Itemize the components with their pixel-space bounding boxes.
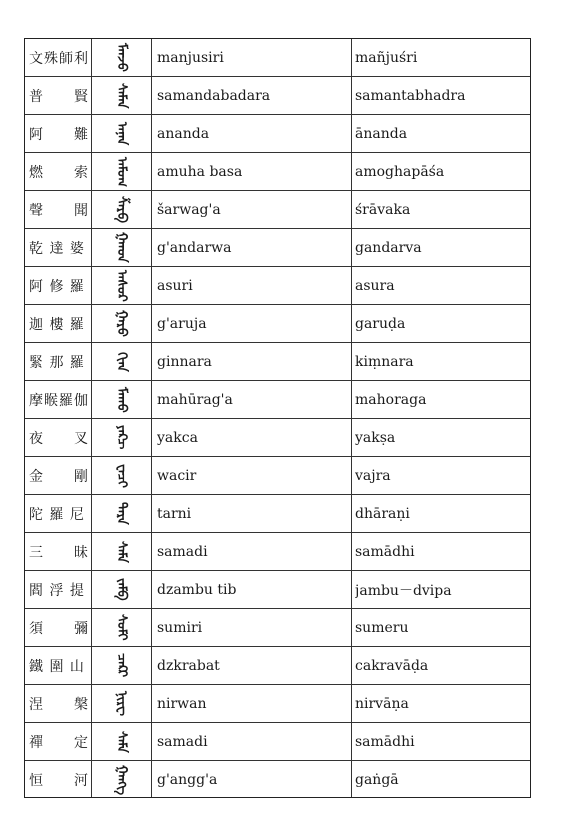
table-row xyxy=(25,343,530,381)
table-row xyxy=(25,115,530,153)
sanskrit-term: dhāraṇi xyxy=(355,505,410,522)
mongolian-script-term xyxy=(91,457,151,494)
chinese-term: 乾 達 婆 xyxy=(29,240,85,257)
chinese-term: 閻 浮 提 xyxy=(29,582,85,599)
sanskrit-term: samādhi xyxy=(355,543,415,560)
sanskrit-term: mañjuśri xyxy=(355,49,418,66)
table-row xyxy=(25,229,530,267)
mongolian-script-text: ᠨᠢᠷᠸ xyxy=(114,691,129,716)
transliteration: yakca xyxy=(157,429,198,446)
transliteration: ananda xyxy=(157,125,210,142)
table-row xyxy=(25,381,530,419)
mongolian-script-text: ᠮᠠᠬᠤ xyxy=(114,386,129,413)
mongolian-script-text: ᠰᠠᠮᠠ xyxy=(114,540,129,563)
transliteration: asuri xyxy=(157,277,193,294)
mongolian-script-text: ᠭᠠᠩᠭ xyxy=(114,764,129,796)
mongolian-script-text: ᠭᠢᠨᠨ xyxy=(114,351,129,372)
sanskrit-term: śrāvaka xyxy=(355,201,411,218)
transliteration: amuha basa xyxy=(157,163,243,180)
table-row xyxy=(25,153,530,191)
mongolian-script-term xyxy=(91,723,151,760)
table-row xyxy=(25,761,530,799)
chinese-term: 阿 難 xyxy=(29,126,89,143)
transliteration: samadi xyxy=(157,733,208,750)
transliteration: nirwan xyxy=(157,695,207,712)
transliteration: ginnara xyxy=(157,353,212,370)
mongolian-script-text: ᠰᠠᠮᠠᠨ xyxy=(114,82,129,109)
chinese-term: 須 彌 xyxy=(29,620,89,637)
mongolian-script-term xyxy=(91,571,151,608)
chinese-term: 陀 羅 尼 xyxy=(29,506,85,523)
mongolian-script-text: ᠠᠮᠤᠬ xyxy=(114,156,129,187)
mongolian-script-text: ᠮᠠᠨᠵᠤ xyxy=(114,43,129,72)
chinese-term: 迦 樓 羅 xyxy=(29,316,85,333)
transliteration: mahūrag'a xyxy=(157,391,233,408)
glossary-table xyxy=(24,38,531,798)
sanskrit-term: garuḍa xyxy=(355,315,406,332)
table-row xyxy=(25,191,530,229)
chinese-term: 三 昧 xyxy=(29,544,89,561)
mongolian-script-term xyxy=(91,533,151,570)
mongolian-script-text: ᠭᠠᠨᠳ xyxy=(114,232,129,263)
mongolian-script-term xyxy=(91,229,151,266)
mongolian-script-text: ᠭᠠᠷᠤ xyxy=(114,310,129,337)
sanskrit-term: gaṅgā xyxy=(355,772,399,788)
chinese-term: 涅 槃 xyxy=(29,696,89,713)
table-row xyxy=(25,77,530,115)
sanskrit-term: sumeru xyxy=(355,619,409,636)
chinese-term: 文殊師利 xyxy=(29,50,89,67)
mongolian-script-term xyxy=(91,191,151,228)
table-row xyxy=(25,609,530,647)
sanskrit-term: amoghapāśa xyxy=(355,163,445,180)
sanskrit-term: samantabhadra xyxy=(355,87,466,104)
mongolian-script-text: ᠴᠠᠺᠷ xyxy=(114,653,129,678)
chinese-term: 聲 聞 xyxy=(29,202,89,219)
mongolian-script-term xyxy=(91,267,151,304)
table-row xyxy=(25,457,530,495)
transliteration: šarwag'a xyxy=(157,201,221,218)
table-row xyxy=(25,495,530,533)
chinese-term: 普 賢 xyxy=(29,88,89,105)
transliteration: manjusiri xyxy=(157,49,224,66)
transliteration: g'andarwa xyxy=(157,239,232,256)
mongolian-script-term xyxy=(91,77,151,114)
mongolian-script-term xyxy=(91,419,151,456)
transliteration: wacir xyxy=(157,467,197,484)
mongolian-script-text: ᠲᠠᠷᠨ xyxy=(114,502,129,525)
mongolian-script-text: ᠸᠠᠴᠢ xyxy=(114,463,129,488)
sanskrit-term: cakravāḍa xyxy=(355,657,429,674)
chinese-term: 緊 那 羅 xyxy=(29,354,85,371)
chinese-term: 燃 索 xyxy=(29,164,89,181)
sanskrit-term: ānanda xyxy=(355,125,408,142)
table-row xyxy=(25,267,530,305)
sanskrit-term: mahoraga xyxy=(355,391,427,408)
sanskrit-term: kiṃnara xyxy=(355,353,414,370)
table-row xyxy=(25,533,530,571)
transliteration: samandabadara xyxy=(157,87,271,104)
chinese-term: 金 剛 xyxy=(29,468,89,485)
mongolian-script-term xyxy=(91,39,151,76)
table-row xyxy=(25,647,530,685)
mongolian-script-term xyxy=(91,495,151,532)
sanskrit-term: yakṣa xyxy=(355,429,396,446)
chinese-term: 恒 河 xyxy=(29,773,89,789)
table-row xyxy=(25,723,530,761)
mongolian-script-term xyxy=(91,609,151,646)
mongolian-script-text: ᠶᠠᠺᠴ xyxy=(114,425,129,450)
transliteration: dzambu tib xyxy=(157,581,237,598)
transliteration: g'aruja xyxy=(157,315,207,332)
mongolian-script-term xyxy=(91,647,151,684)
transliteration: dzkrabat xyxy=(157,657,220,674)
sanskrit-term: vajra xyxy=(355,467,391,484)
mongolian-script-term xyxy=(91,305,151,342)
table-row xyxy=(25,305,530,343)
mongolian-script-text: ᠠᠨᠠᠨ xyxy=(114,121,129,146)
chinese-term: 夜 叉 xyxy=(29,430,89,447)
mongolian-script-text: ᠱᠠᠷᠪ xyxy=(114,196,129,223)
mongolian-script-text: ᠰᠤᠮᠢ xyxy=(114,614,129,641)
transliteration: sumiri xyxy=(157,619,203,636)
mongolian-script-text: ᠠᠰᠤᠷ xyxy=(114,269,129,302)
table-row xyxy=(25,419,530,457)
transliteration: samadi xyxy=(157,543,208,560)
transliteration: tarni xyxy=(157,505,192,522)
mongolian-script-text: ᠵᠠᠮᠪ xyxy=(114,578,129,601)
sanskrit-term: gandarva xyxy=(355,239,422,256)
chinese-term: 鐵 圍 山 xyxy=(29,658,85,675)
mongolian-script-term xyxy=(91,115,151,152)
mongolian-script-term xyxy=(91,685,151,722)
sanskrit-term: samādhi xyxy=(355,733,415,750)
chinese-term: 阿 修 羅 xyxy=(29,278,85,295)
sanskrit-term: jambu－dvipa xyxy=(355,582,452,599)
transliteration: g'angg'a xyxy=(157,772,218,788)
mongolian-script-text: ᠰᠠᠮᠠ xyxy=(114,730,129,753)
mongolian-script-term xyxy=(91,343,151,380)
table-row xyxy=(25,571,530,609)
sanskrit-term: asura xyxy=(355,277,395,294)
mongolian-script-term xyxy=(91,153,151,190)
mongolian-script-term xyxy=(91,761,151,799)
sanskrit-term: nirvāṇa xyxy=(355,695,409,712)
chinese-term: 禪 定 xyxy=(29,734,89,751)
mongolian-script-term xyxy=(91,381,151,418)
table-row xyxy=(25,39,530,77)
table-row xyxy=(25,685,530,723)
chinese-term: 摩睺羅伽 xyxy=(29,392,89,409)
